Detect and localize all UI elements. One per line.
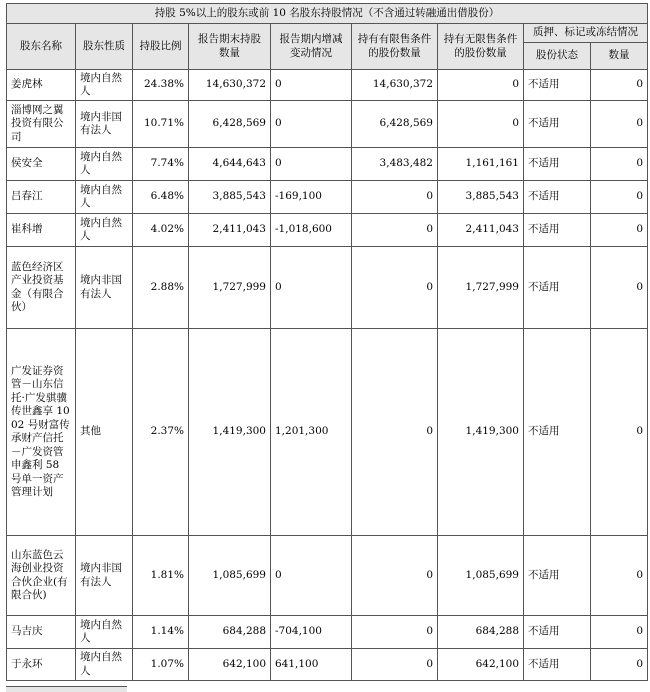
cell-restricted: 0 [352, 649, 438, 681]
cell-nature: 境内自然人 [76, 70, 133, 101]
cell-ratio: 4.02% [133, 214, 189, 247]
cell-shares-end: 642,100 [189, 649, 271, 681]
cell-count: 0 [591, 214, 648, 247]
cell-restricted: 0 [352, 616, 438, 649]
cell-shares-end: 2,411,043 [189, 214, 271, 247]
cell-unrestricted: 1,419,300 [438, 329, 524, 536]
table-row [7, 101, 648, 148]
cell-name: 蓝色经济区产业投资基金（有限合伙） [7, 247, 76, 329]
cell-status: 不适用 [524, 148, 591, 181]
cell-count: 0 [591, 247, 648, 329]
cell-ratio: 24.38% [133, 70, 189, 101]
shareholder-table [6, 3, 648, 681]
table-row [7, 649, 648, 681]
table-row [7, 247, 648, 329]
cell-shares-end: 6,428,569 [189, 101, 271, 148]
cell-count: 0 [591, 329, 648, 536]
cell-shares-end: 14,630,372 [189, 70, 271, 101]
cell-status: 不适用 [524, 649, 591, 681]
cell-change: 0 [271, 70, 352, 101]
cell-count: 0 [591, 649, 648, 681]
cell-shares-end: 1,727,999 [189, 247, 271, 329]
cell-nature: 境内自然人 [76, 649, 133, 681]
header-pledge-status: 股份状态 [524, 43, 591, 70]
cell-name: 淄博网之翼投资有限公司 [7, 101, 76, 148]
cell-change: 1,201,300 [271, 329, 352, 536]
cell-restricted: 0 [352, 214, 438, 247]
cell-count: 0 [591, 70, 648, 101]
cell-unrestricted: 3,885,543 [438, 181, 524, 214]
cell-unrestricted: 1,161,161 [438, 148, 524, 181]
cell-status: 不适用 [524, 101, 591, 148]
table-row [7, 536, 648, 616]
cell-change: 641,100 [271, 649, 352, 681]
cell-ratio: 1.07% [133, 649, 189, 681]
cell-name: 姜虎林 [7, 70, 76, 101]
table-row [7, 181, 648, 214]
cell-name: 侯安全 [7, 148, 76, 181]
cell-ratio: 2.88% [133, 247, 189, 329]
cell-ratio: 6.48% [133, 181, 189, 214]
cell-count: 0 [591, 181, 648, 214]
table-row [7, 214, 648, 247]
cell-status: 不适用 [524, 536, 591, 616]
cell-nature: 境内自然人 [76, 214, 133, 247]
next-table-header-fragment [6, 686, 127, 692]
cell-ratio: 1.81% [133, 536, 189, 616]
header-name: 股东名称 [7, 24, 76, 70]
cell-ratio: 2.37% [133, 329, 189, 536]
cell-restricted: 0 [352, 247, 438, 329]
cell-ratio: 7.74% [133, 148, 189, 181]
cell-unrestricted: 642,100 [438, 649, 524, 681]
cell-change: 0 [271, 536, 352, 616]
cell-unrestricted: 684,288 [438, 616, 524, 649]
table-row [7, 329, 648, 536]
header-nature: 股东性质 [76, 24, 133, 70]
cell-nature: 境内非国有法人 [76, 247, 133, 329]
cell-status: 不适用 [524, 247, 591, 329]
cell-restricted: 0 [352, 536, 438, 616]
cell-change: -169,100 [271, 181, 352, 214]
cell-name: 崔科增 [7, 214, 76, 247]
cell-name: 马吉庆 [7, 616, 76, 649]
cell-restricted: 6,428,569 [352, 101, 438, 148]
header-pledge-group: 质押、标记或冻结情况 [524, 24, 648, 43]
cell-count: 0 [591, 616, 648, 649]
cell-nature: 境内自然人 [76, 181, 133, 214]
cell-count: 0 [591, 536, 648, 616]
cell-change: 0 [271, 247, 352, 329]
cell-unrestricted: 1,085,699 [438, 536, 524, 616]
cell-count: 0 [591, 101, 648, 148]
cell-restricted: 0 [352, 181, 438, 214]
cell-nature: 境内自然人 [76, 616, 133, 649]
header-change: 报告期内增减变动情况 [271, 24, 352, 70]
cell-change: 0 [271, 148, 352, 181]
header-ratio: 持股比例 [133, 24, 189, 70]
cell-change: -1,018,600 [271, 214, 352, 247]
cell-nature: 境内自然人 [76, 148, 133, 181]
cell-ratio: 1.14% [133, 616, 189, 649]
cell-count: 0 [591, 148, 648, 181]
cell-name: 广发证券资管－山东信托·广发骐骥传世鑫享 1002 号财富传承财产信托－广发资管申鑫利 58 号单一资产管理计划 [7, 329, 76, 536]
header-shares-end: 报告期末持股数量 [189, 24, 271, 70]
cell-change: -704,100 [271, 616, 352, 649]
cell-change: 0 [271, 101, 352, 148]
header-pledge-count: 数量 [591, 43, 648, 70]
cell-unrestricted: 0 [438, 101, 524, 148]
cell-nature: 境内非国有法人 [76, 536, 133, 616]
table-title: 持股 5%以上的股东或前 10 名股东持股情况（不含通过转融通出借股份） [7, 4, 648, 24]
header-unrestricted: 持有无限售条件的股份数量 [438, 24, 524, 70]
cell-status: 不适用 [524, 70, 591, 101]
cell-shares-end: 4,644,643 [189, 148, 271, 181]
table-row [7, 70, 648, 101]
cell-name: 于永环 [7, 649, 76, 681]
cell-shares-end: 1,419,300 [189, 329, 271, 536]
cell-status: 不适用 [524, 329, 591, 536]
cell-status: 不适用 [524, 214, 591, 247]
cell-name: 吕春江 [7, 181, 76, 214]
table-row [7, 148, 648, 181]
cell-unrestricted: 0 [438, 70, 524, 101]
cell-name: 山东蓝色云海创业投资合伙企业(有限合伙) [7, 536, 76, 616]
cell-restricted: 3,483,482 [352, 148, 438, 181]
cell-nature: 其他 [76, 329, 133, 536]
cell-unrestricted: 2,411,043 [438, 214, 524, 247]
cell-ratio: 10.71% [133, 101, 189, 148]
cell-restricted: 0 [352, 329, 438, 536]
cell-shares-end: 3,885,543 [189, 181, 271, 214]
cell-nature: 境内非国有法人 [76, 101, 133, 148]
cell-status: 不适用 [524, 181, 591, 214]
cell-restricted: 14,630,372 [352, 70, 438, 101]
cell-status: 不适用 [524, 616, 591, 649]
cell-shares-end: 684,288 [189, 616, 271, 649]
cell-shares-end: 1,085,699 [189, 536, 271, 616]
table-row [7, 616, 648, 649]
header-restricted: 持有有限售条件的股份数量 [352, 24, 438, 70]
cell-unrestricted: 1,727,999 [438, 247, 524, 329]
